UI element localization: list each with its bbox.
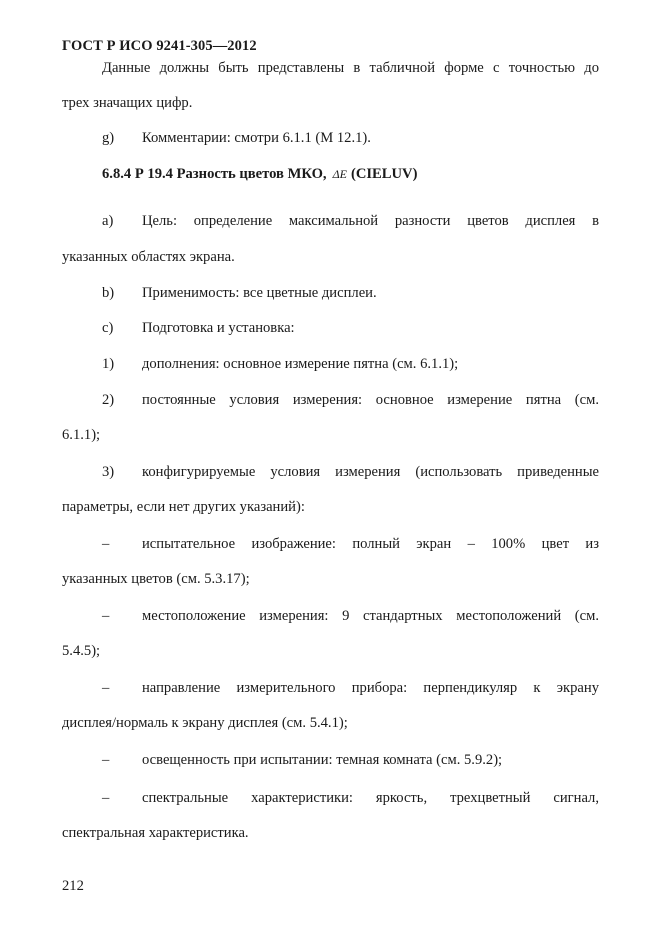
item-3-marker: 3) bbox=[102, 464, 115, 480]
dash-1-marker: – bbox=[102, 536, 110, 552]
item-b-text: Применимость: все цветные дисплеи. bbox=[142, 285, 377, 301]
item-3-text-2: параметры, если нет других указаний): bbox=[62, 499, 305, 515]
item-1-text: дополнения: основное измерение пятна (см. 6.1.1); bbox=[142, 356, 459, 372]
dash-5-marker: – bbox=[102, 790, 110, 806]
section-title: 6.8.4 Р 19.4 Разность цветов МКО, bbox=[102, 166, 327, 182]
dash-2-text-1: местоположение измерения: 9 стандартных местоположений (см. bbox=[142, 608, 599, 624]
intro-line-1: Данные должны быть представлены в табличной форме с точностью до bbox=[102, 60, 599, 76]
section-heading bbox=[102, 166, 417, 183]
section-suffix: (CIELUV) bbox=[350, 166, 418, 182]
dash-1-text-2: указанных цветов (см. 5.3.17); bbox=[62, 571, 250, 587]
item-a-marker: a) bbox=[102, 213, 114, 229]
dash-2-text-2: 5.4.5); bbox=[62, 643, 101, 659]
intro-line-2: трех значащих цифр. bbox=[62, 95, 193, 111]
item-1-marker: 1) bbox=[102, 356, 115, 372]
standard-header: ГОСТ Р ИСО 9241-305—2012 bbox=[62, 38, 257, 54]
item-g-marker: g) bbox=[102, 130, 115, 146]
item-c-marker: c) bbox=[102, 320, 114, 336]
item-a-text-2: указанных областях экрана. bbox=[62, 249, 235, 265]
dash-1-text-1: испытательное изображение: полный экран – 100% цвет из bbox=[142, 536, 599, 552]
item-3-text-1: конфигурируемые условия измерения (использовать приведенные bbox=[142, 464, 599, 480]
dash-5-text-2: спектральная характеристика. bbox=[62, 825, 249, 841]
item-2-text-2: 6.1.1); bbox=[62, 427, 101, 443]
dash-3-marker: – bbox=[102, 680, 110, 696]
dash-3-text-1: направление измерительного прибора: перпендикуляр к экрану bbox=[142, 680, 599, 696]
item-c-text: Подготовка и установка: bbox=[142, 320, 295, 336]
item-a-text-1: Цель: определение максимальной разности цветов дисплея в bbox=[142, 213, 599, 229]
item-2-marker: 2) bbox=[102, 392, 115, 408]
dash-3-text-2: дисплея/нормаль к экрану дисплея (см. 5.4.1); bbox=[62, 715, 348, 731]
item-g-text: Комментарии: смотри 6.1.1 (М 12.1). bbox=[142, 130, 371, 146]
dash-2-marker: – bbox=[102, 608, 110, 624]
dash-4-marker: – bbox=[102, 752, 110, 768]
item-2-text-1: постоянные условия измерения: основное измерение пятна (см. bbox=[142, 392, 599, 408]
item-b-marker: b) bbox=[102, 285, 115, 301]
dash-5-text-1: спектральные характеристики: яркость, трехцветный сигнал, bbox=[142, 790, 599, 806]
section-delta-symbol: ΔE bbox=[332, 167, 347, 181]
dash-4-text: освещенность при испытании: темная комната (см. 5.9.2); bbox=[142, 752, 503, 768]
page-number: 212 bbox=[62, 878, 84, 894]
